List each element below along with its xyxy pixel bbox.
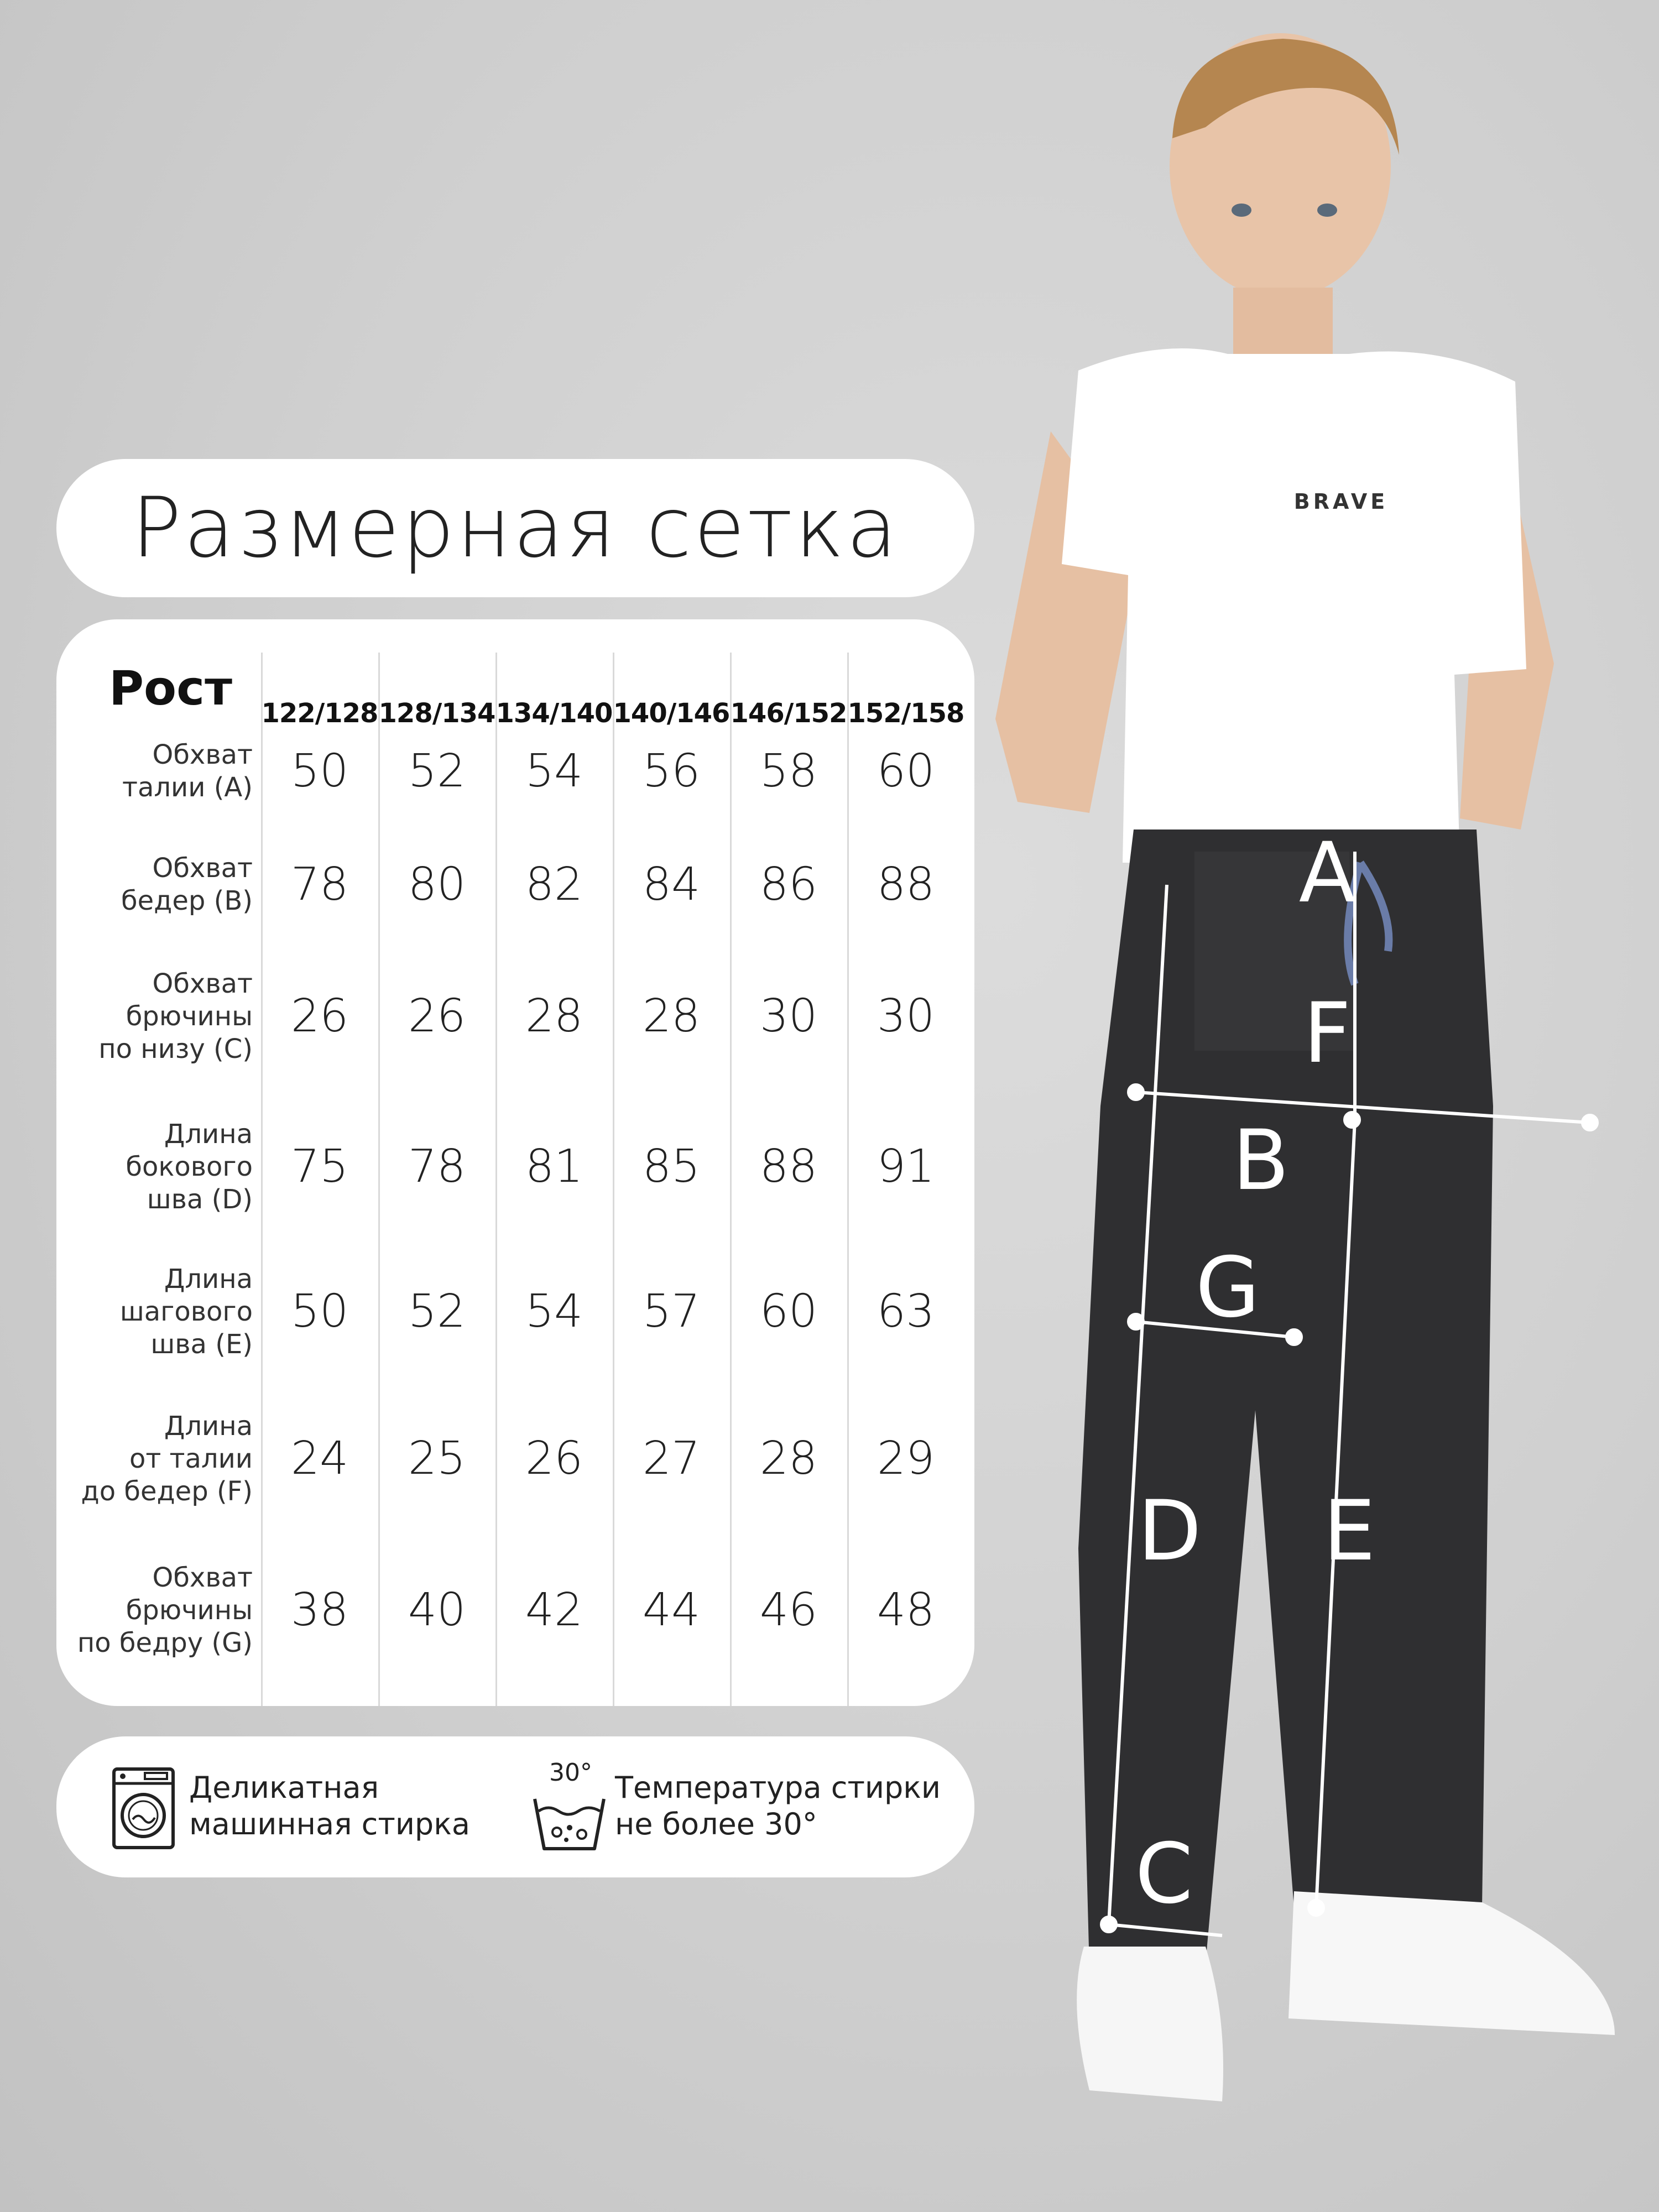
table-cell: 78 (290, 858, 349, 911)
page-title: Размерная сетка (131, 480, 900, 576)
table-cell: 88 (759, 1140, 818, 1193)
table-cell: 57 (642, 1285, 701, 1338)
table-cell: 26 (290, 990, 349, 1042)
table-cell: 28 (759, 1432, 818, 1485)
table-cell: 60 (877, 745, 935, 797)
table-cell: 26 (525, 1432, 583, 1485)
title-card (56, 459, 974, 597)
wash-30-icon (532, 1759, 607, 1855)
size-header: 122/128 (261, 698, 378, 729)
measure-letter-a: A (1298, 825, 1356, 921)
table-cell: 75 (290, 1140, 349, 1193)
size-header: 152/158 (847, 698, 964, 729)
wash-temperature-label: 30° (549, 1759, 592, 1787)
table-cell: 85 (642, 1140, 701, 1193)
table-cell: 28 (642, 990, 701, 1042)
measure-letter-d: D (1138, 1483, 1202, 1579)
table-cell: 58 (759, 745, 818, 797)
table-cell: 42 (525, 1584, 583, 1636)
table-cell: 27 (642, 1432, 701, 1485)
washing-machine-icon (112, 1767, 175, 1850)
table-cell: 29 (877, 1432, 935, 1485)
row-label: Обхват талии (A) (122, 739, 253, 803)
size-header: 128/134 (378, 698, 495, 729)
row-label: Обхват бедер (B) (121, 853, 253, 916)
measure-letter-g: G (1195, 1240, 1260, 1336)
care-text-temperature: Температура стирки не более 30° (615, 1770, 941, 1841)
table-cell: 54 (525, 745, 583, 797)
row-label: Обхват брючины по низу (C) (98, 968, 253, 1065)
table-cell: 28 (525, 990, 583, 1042)
size-header: 134/140 (495, 698, 613, 729)
table-cell: 25 (408, 1432, 466, 1485)
measure-letter-b: B (1232, 1113, 1290, 1209)
row-label: Длина от талии до бедер (F) (81, 1410, 253, 1507)
right-shoe (1288, 1891, 1615, 2035)
size-header: 146/152 (730, 698, 847, 729)
left-shoe (1077, 1947, 1223, 2101)
height-header: Рост (109, 661, 232, 716)
table-cell: 44 (642, 1584, 701, 1636)
eye (1232, 204, 1251, 217)
table-cell: 54 (525, 1285, 583, 1338)
size-header: 140/146 (613, 698, 730, 729)
table-cell: 40 (408, 1584, 466, 1636)
table-cell: 52 (408, 1285, 466, 1338)
table-cell: 78 (408, 1140, 466, 1193)
table-cell: 48 (877, 1584, 935, 1636)
table-cell: 63 (877, 1285, 935, 1338)
care-text-delicate: Деликатная машинная стирка (189, 1770, 470, 1841)
table-cell: 30 (759, 990, 818, 1042)
table-cell: 86 (759, 858, 818, 911)
care-card (56, 1736, 974, 1877)
measure-letter-c: C (1135, 1826, 1193, 1922)
table-cell: 82 (525, 858, 583, 911)
table-cell: 88 (877, 858, 935, 911)
row-label: Длина шагового шва (E) (119, 1263, 253, 1360)
model-photo (995, 0, 1659, 2212)
eye (1317, 204, 1337, 217)
shirt-logo: BRAVE (1293, 489, 1389, 514)
table-cell: 50 (290, 1285, 349, 1338)
table-cell: 26 (408, 990, 466, 1042)
t-shirt (1062, 348, 1526, 863)
row-label: Длина бокового шва (D) (126, 1118, 253, 1215)
size-table (56, 619, 974, 1706)
table-cell: 84 (642, 858, 701, 911)
measure-letter-f: F (1303, 985, 1352, 1082)
table-cell: 81 (525, 1140, 583, 1193)
table-cell: 80 (408, 858, 466, 911)
table-cell: 50 (290, 745, 349, 797)
table-cell: 38 (290, 1584, 349, 1636)
table-cell: 60 (759, 1285, 818, 1338)
table-cell: 91 (877, 1140, 935, 1193)
table-cell: 30 (877, 990, 935, 1042)
table-cell: 24 (290, 1432, 349, 1485)
row-label: Обхват брючины по бедру (G) (77, 1562, 253, 1658)
measure-letter-e: E (1323, 1483, 1376, 1579)
table-cell: 56 (642, 745, 701, 797)
table-cell: 46 (759, 1584, 818, 1636)
table-cell: 52 (408, 745, 466, 797)
